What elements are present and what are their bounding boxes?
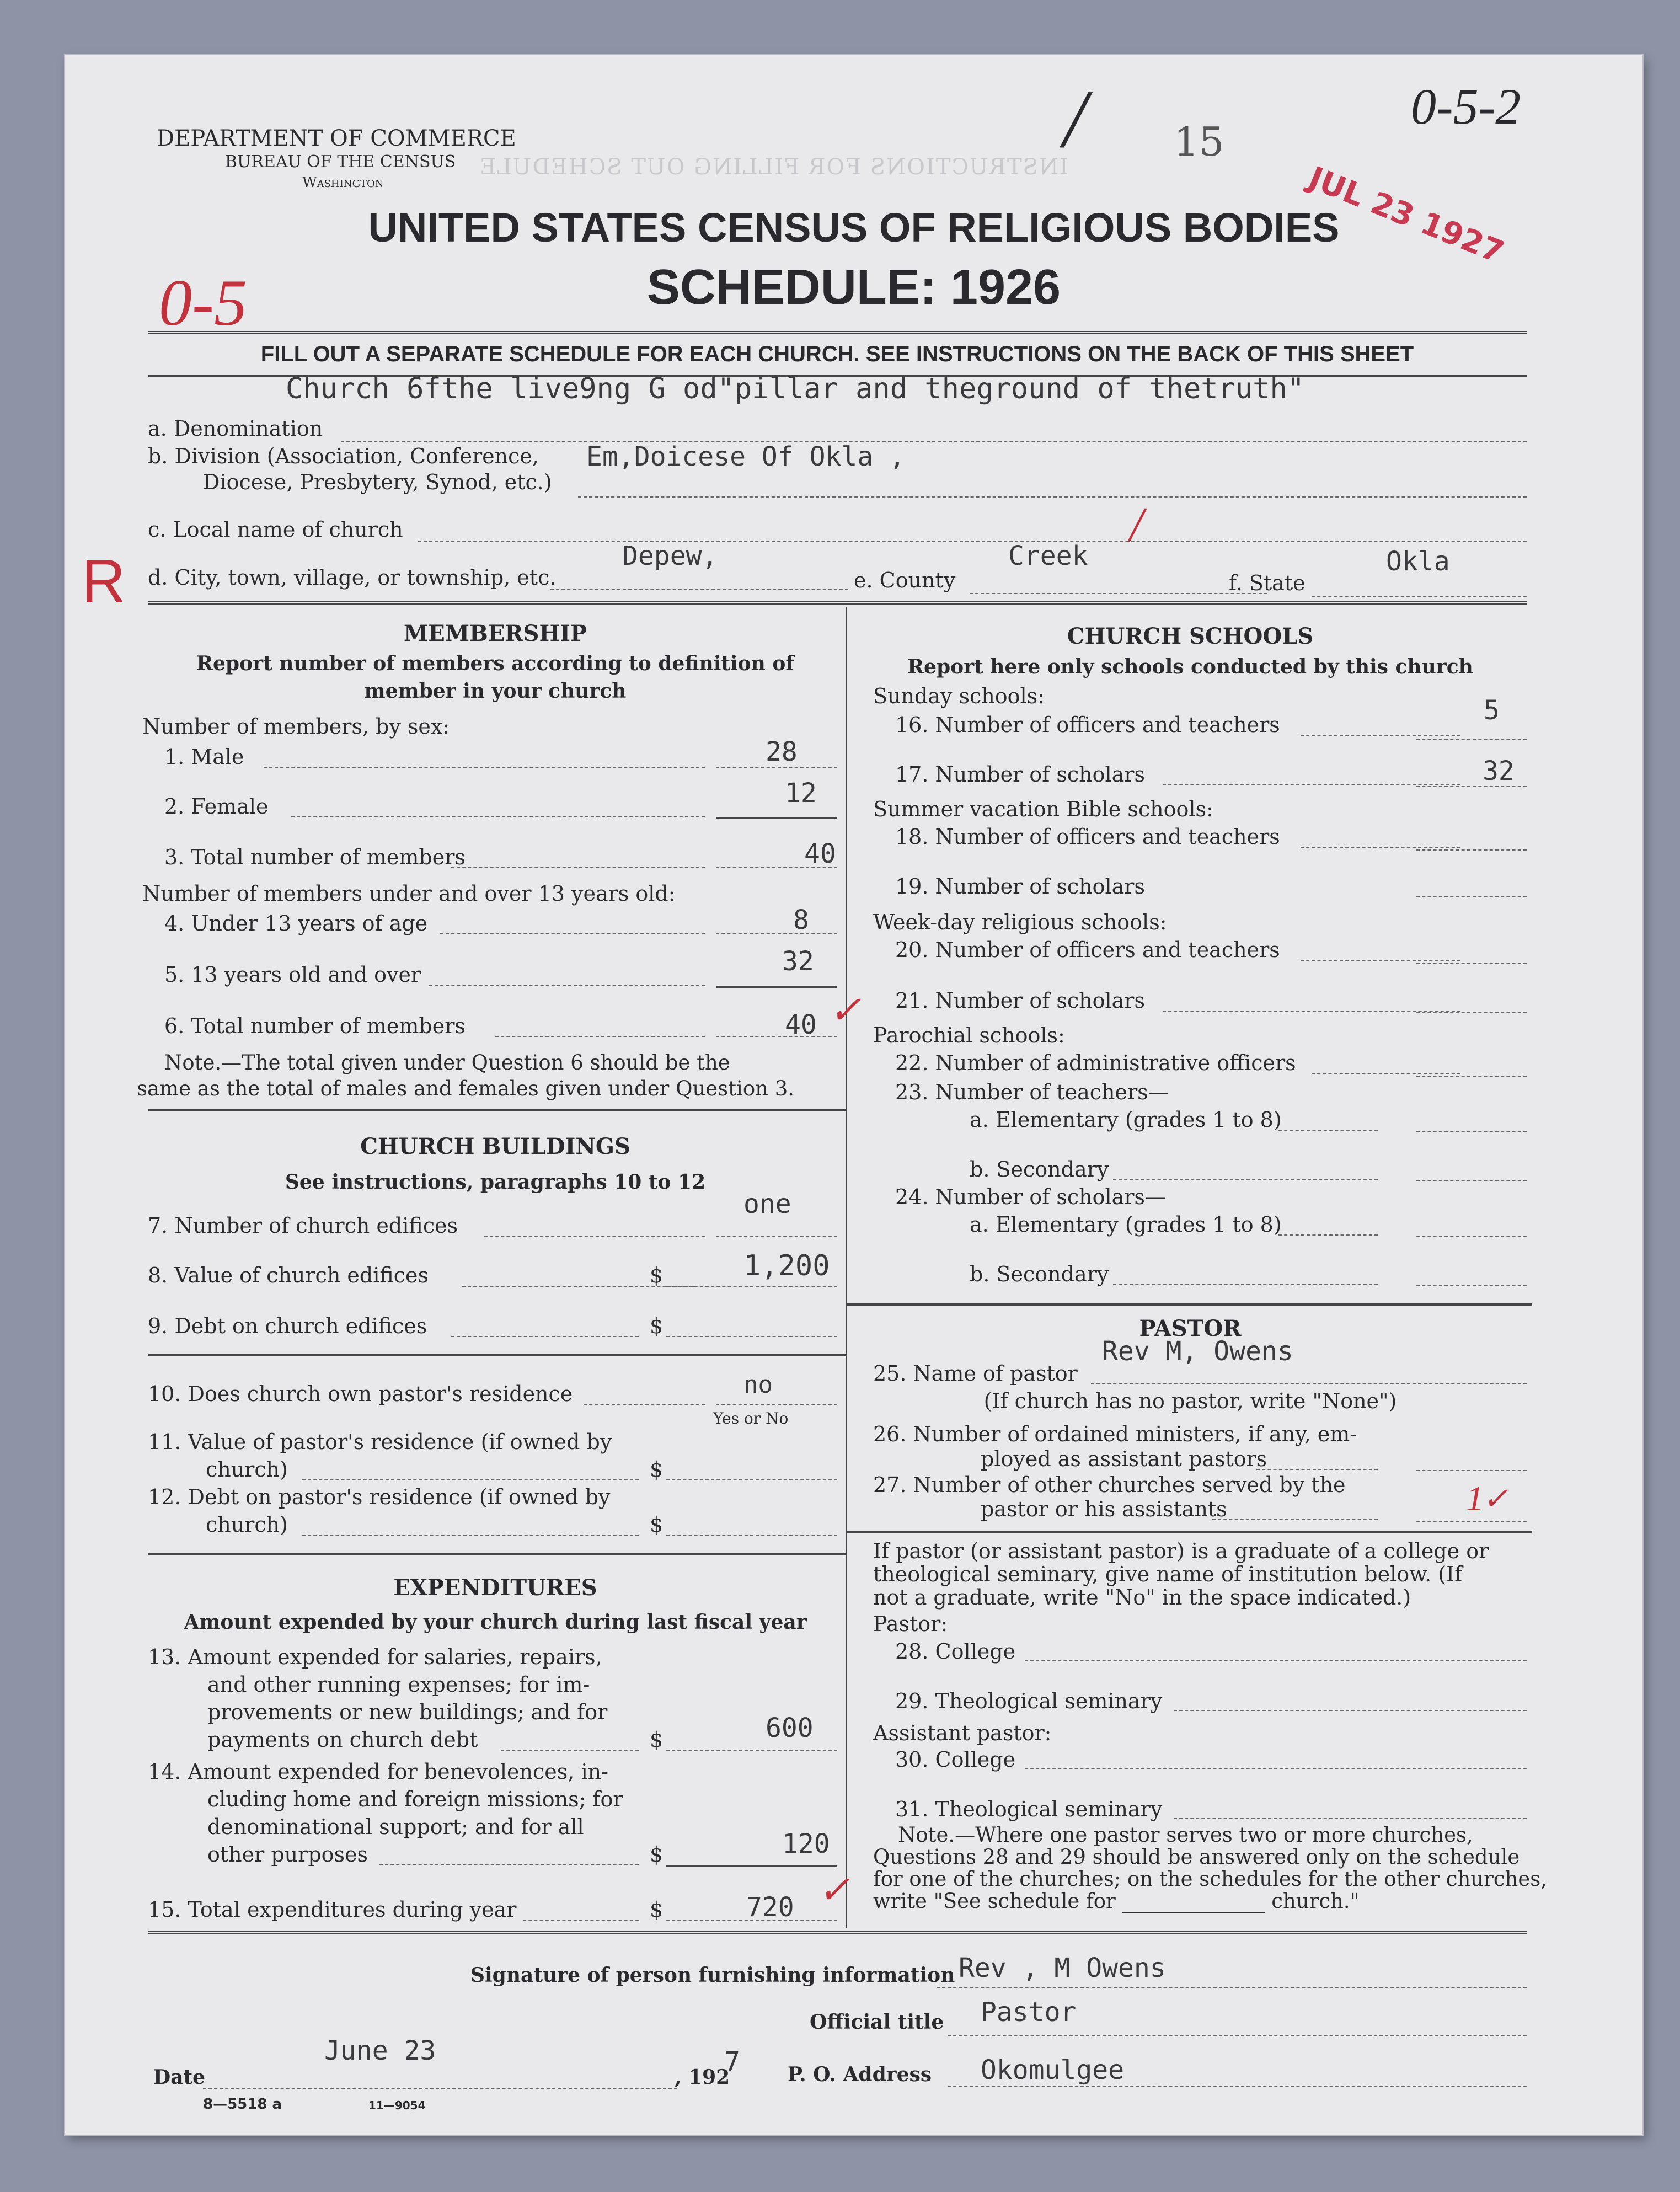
po-address-label: P. O. Address <box>788 2063 932 2086</box>
q26-label-b: ployed as assistant pastors <box>981 1447 1267 1471</box>
q22-answer-line <box>1416 1076 1527 1077</box>
q25-note: (If church has no pastor, write "None") <box>983 1389 1397 1413</box>
q3-line <box>451 867 705 868</box>
graduate-instruction-1: If pastor (or assistant pastor) is a graduate of a college or <box>873 1539 1489 1563</box>
handwritten-check-mark: / <box>1063 73 1087 165</box>
membership-note2: same as the total of males and females given under Question 3. <box>137 1077 795 1100</box>
q18-answer-line <box>1416 849 1527 851</box>
city-line <box>550 589 848 590</box>
q7-label: 7. Number of church edifices <box>148 1213 458 1238</box>
q11-label-b: church) <box>206 1457 288 1482</box>
pastor-mid-rule <box>846 1531 1532 1533</box>
county-value: Creek <box>1008 541 1088 571</box>
po-address-value: Okomulgee <box>981 2055 1125 2086</box>
q29-label: 29. Theological seminary <box>895 1689 1163 1713</box>
membership-note1: Note.—The total given under Question 6 should be the <box>164 1051 730 1074</box>
form-title: UNITED STATES CENSUS OF RELIGIOUS BODIES <box>368 205 1340 250</box>
q6-answer-line <box>716 1036 837 1037</box>
q21-line <box>1163 1011 1460 1012</box>
q6-line <box>495 1036 705 1037</box>
assistant-pastor-subhead: Assistant pastor: <box>873 1721 1052 1745</box>
q14-value: 120 <box>782 1829 830 1859</box>
weekday-schools-label: Week-day religious schools: <box>873 910 1167 934</box>
signature-value: Rev , M Owens <box>959 1953 1166 1984</box>
q27-label-a: 27. Number of other churches served by the <box>873 1473 1346 1497</box>
q1-value: 28 <box>766 736 798 767</box>
q10-line <box>584 1404 705 1405</box>
membership-sub1: Report number of members according to definition of <box>196 652 794 675</box>
division-label: b. Division (Association, Conference, <box>148 444 539 468</box>
q13-dots <box>501 1750 639 1751</box>
q30-line <box>1025 1768 1527 1769</box>
q23a-line <box>1278 1130 1378 1131</box>
membership-title: MEMBERSHIP <box>403 621 587 646</box>
official-title-line <box>948 2035 1527 2036</box>
q6-value: 40 <box>785 1009 817 1040</box>
q8-dollar: $ <box>650 1263 664 1287</box>
year-value: 7 <box>724 2046 740 2077</box>
q23b-answer-line <box>1416 1180 1527 1181</box>
q15-label: 15. Total expenditures during year <box>148 1897 517 1922</box>
q13-dollar: $ <box>650 1728 664 1752</box>
q7-value: one <box>743 1189 791 1220</box>
q17-line <box>1163 784 1460 785</box>
q13-value: 600 <box>766 1713 814 1744</box>
census-form-sheet <box>65 55 1642 2135</box>
q18-line <box>1301 847 1460 848</box>
parochial-schools-label: Parochial schools: <box>873 1023 1065 1047</box>
pastor-note-1: Note.—Where one pastor serves two or more churches, <box>898 1823 1473 1847</box>
official-title-label: Official title <box>810 2011 944 2034</box>
sunday-schools-label: Sunday schools: <box>873 684 1045 708</box>
official-title-value: Pastor <box>981 1997 1077 2028</box>
denomination-value: Church 6fthe live9ng G od"pillar and theground of thetruth" <box>286 372 1305 405</box>
body-bottom-rule <box>148 1931 1527 1934</box>
q23b-line <box>1113 1179 1378 1180</box>
q4-line <box>440 933 705 934</box>
graduate-instruction-2: theological seminary, give name of institution below. (If <box>873 1562 1463 1586</box>
q15-line <box>523 1920 639 1921</box>
division-value: Em,Doicese Of Okla , <box>586 441 905 472</box>
q14-sum-rule <box>666 1865 837 1867</box>
q13-line1: 13. Amount expended for salaries, repairs, <box>148 1645 602 1669</box>
division-line <box>578 496 1527 498</box>
q15-answer-line <box>666 1920 837 1921</box>
q26-answer-line <box>1416 1470 1527 1471</box>
division-label-line2: Diocese, Presbytery, Synod, etc.) <box>203 470 552 494</box>
red-r-mark: R <box>82 547 126 615</box>
bleed-through-text: INSTRUCTIONS FOR FILLING OUT SCHEDULE <box>479 154 1068 180</box>
state-line <box>1312 596 1527 597</box>
q21-answer-line <box>1416 1012 1527 1013</box>
column-divider <box>846 607 847 1928</box>
q7-answer-line <box>716 1236 837 1237</box>
schedule-title: SCHEDULE: 1926 <box>646 260 1061 315</box>
q18-label: 18. Number of officers and teachers <box>895 825 1280 849</box>
q5-value: 32 <box>782 946 814 977</box>
signature-line <box>937 1987 1527 1988</box>
q20-line <box>1301 960 1460 961</box>
county-check-mark: / <box>1130 498 1144 552</box>
bureau-name: BUREAU OF THE CENSUS <box>225 152 456 172</box>
q9-answer-line <box>666 1336 837 1337</box>
q24a-label: a. Elementary (grades 1 to 8) <box>970 1212 1282 1237</box>
pastor-note-3: for one of the churches; on the schedules for the other churches, <box>873 1867 1548 1891</box>
q12-label-b: church) <box>206 1512 288 1537</box>
expenditures-sub: Amount expended by your church during last fiscal year <box>184 1611 807 1634</box>
q2-sum-rule <box>716 817 837 819</box>
q12-line <box>302 1535 639 1536</box>
date-value: June 23 <box>324 2035 436 2066</box>
local-name-label: c. Local name of church <box>148 517 403 542</box>
q26-line <box>1256 1469 1378 1470</box>
q24a-line <box>1278 1234 1378 1236</box>
q1-label: 1. Male <box>164 745 244 769</box>
q28-label: 28. College <box>895 1639 1016 1664</box>
q15-dollar: $ <box>650 1897 664 1922</box>
q9-dollar: $ <box>650 1314 664 1338</box>
q12-dollar: $ <box>650 1512 664 1537</box>
q25-value: Rev M, Owens <box>1102 1336 1293 1367</box>
q2-label: 2. Female <box>164 794 269 819</box>
signature-label: Signature of person furnishing information <box>470 1964 955 1987</box>
q4-value: 8 <box>793 905 809 935</box>
fill-out-instruction: FILL OUT A SEPARATE SCHEDULE FOR EACH CHURCH. SEE INSTRUCTIONS ON THE BACK OF THIS SHEET <box>260 342 1414 366</box>
q20-label: 20. Number of officers and teachers <box>895 938 1280 962</box>
q24b-line <box>1113 1284 1378 1285</box>
members-by-sex-label: Number of members, by sex: <box>142 714 450 739</box>
header-rule <box>148 331 1527 334</box>
local-name-line <box>418 541 1527 542</box>
membership-bottom-rule <box>148 1109 846 1111</box>
q23b-label: b. Secondary <box>970 1157 1109 1181</box>
denomination-line <box>341 441 1527 442</box>
q8-value: 1,200 <box>743 1249 830 1282</box>
q15-value: 720 <box>746 1892 794 1923</box>
city-value: Depew, <box>622 541 718 571</box>
buildings-mid-rule <box>148 1354 846 1356</box>
q16-label: 16. Number of officers and teachers <box>895 713 1280 737</box>
q11-dollar: $ <box>650 1457 664 1482</box>
q16-value: 5 <box>1484 695 1500 726</box>
general-bottom-rule <box>148 601 1527 605</box>
q24b-answer-line <box>1416 1285 1527 1286</box>
q14-line3: denominational support; and for all <box>207 1815 584 1839</box>
state-value: Okla <box>1386 546 1450 577</box>
washington-label: Washington <box>302 174 384 191</box>
q4-label: 4. Under 13 years of age <box>164 911 428 935</box>
q11-answer-line <box>666 1479 837 1480</box>
q23a-label: a. Elementary (grades 1 to 8) <box>970 1108 1282 1132</box>
q15-check-mark: ✓ <box>818 1869 850 1912</box>
year-prefix: , 192 <box>675 2066 730 2089</box>
q22-line <box>1312 1073 1460 1074</box>
q13-line4: payments on church debt <box>207 1728 478 1752</box>
q8-answer-line <box>666 1286 837 1287</box>
q6-label: 6. Total number of members <box>164 1014 466 1038</box>
q1-line <box>264 767 705 768</box>
q12-label-a: 12. Debt on pastor's residence (if owned by <box>148 1485 611 1509</box>
po-address-line <box>948 2086 1527 2087</box>
q17-answer-line <box>1416 786 1527 787</box>
q17-value: 32 <box>1483 756 1515 787</box>
department-name: DEPARTMENT OF COMMERCE <box>157 126 516 151</box>
pastor-subhead: Pastor: <box>873 1612 948 1636</box>
q12-answer-line <box>666 1535 837 1536</box>
q5-line <box>429 985 705 986</box>
q27-line <box>1212 1519 1378 1520</box>
summer-schools-label: Summer vacation Bible schools: <box>873 797 1213 821</box>
q3-value: 40 <box>804 838 836 869</box>
q2-value: 12 <box>785 778 817 809</box>
q10-label: 10. Does church own pastor's residence <box>148 1382 573 1406</box>
print-number: 11—9054 <box>368 2099 426 2112</box>
expenditures-title: EXPENDITURES <box>393 1575 597 1601</box>
q10-answer-line <box>716 1404 837 1405</box>
file-code-handwritten: 0-5-2 <box>1411 78 1521 135</box>
q27-label-b: pastor or his assistants <box>981 1497 1227 1521</box>
buildings-title: CHURCH BUILDINGS <box>360 1134 630 1159</box>
q3-answer-line <box>716 867 837 868</box>
q7-line <box>484 1236 705 1237</box>
schools-bottom-rule <box>846 1303 1532 1306</box>
q30-label: 30. College <box>895 1747 1016 1772</box>
q14-line2: cluding home and foreign missions; for <box>207 1787 623 1811</box>
date-label: Date <box>153 2066 206 2089</box>
q16-line <box>1301 735 1460 736</box>
q31-label: 31. Theological seminary <box>895 1797 1163 1821</box>
q10-value: no <box>743 1371 773 1399</box>
state-label: f. State <box>1229 571 1306 595</box>
form-number: 8—5518 a <box>203 2096 282 2113</box>
q29-line <box>1174 1710 1527 1711</box>
q27-check-mark: ✓ <box>1483 1482 1508 1516</box>
red-code-handwritten: 0-5 <box>159 266 247 339</box>
pastor-title: PASTOR <box>1139 1316 1242 1341</box>
denomination-label: a. Denomination <box>148 416 323 441</box>
q23a-answer-line <box>1416 1131 1527 1132</box>
q5-label: 5. 13 years old and over <box>164 963 421 987</box>
q24-label: 24. Number of scholars— <box>895 1185 1166 1209</box>
q4-answer-line <box>716 933 837 934</box>
q9-line <box>451 1336 639 1337</box>
schools-title: CHURCH SCHOOLS <box>1067 623 1314 649</box>
q16-answer-line <box>1416 739 1527 740</box>
city-label: d. City, town, village, or township, etc. <box>148 565 557 590</box>
q27-value: 1 <box>1466 1479 1484 1518</box>
graduate-instruction-3: not a graduate, write "No" in the space indicated.) <box>873 1585 1411 1610</box>
q28-line <box>1025 1660 1527 1661</box>
q11-line <box>302 1479 639 1480</box>
q13-answer-line <box>666 1750 837 1751</box>
q25-label: 25. Name of pastor <box>873 1361 1078 1386</box>
q11-label-a: 11. Value of pastor's residence (if owned by <box>148 1430 612 1454</box>
q17-label: 17. Number of scholars <box>895 762 1145 787</box>
county-line <box>970 593 1267 594</box>
q24b-label: b. Secondary <box>970 1262 1109 1286</box>
membership-sub2: member in your church <box>364 680 627 703</box>
q14-line1: 14. Amount expended for benevolences, in- <box>148 1760 608 1784</box>
pastor-note-2: Questions 28 and 29 should be answered only on the schedule <box>873 1845 1520 1869</box>
q14-line4: other purposes <box>207 1842 368 1867</box>
county-label: e. County <box>854 568 956 592</box>
q27-answer-line <box>1416 1521 1527 1522</box>
q19-answer-line <box>1416 896 1527 897</box>
q5-sum-rule <box>716 986 837 988</box>
page-number: 15 <box>1174 119 1224 165</box>
age-label: Number of members under and over 13 years old: <box>142 881 676 906</box>
q3-label: 3. Total number of members <box>164 845 466 869</box>
received-date-stamp: JUL 23 1927 <box>1303 160 1509 271</box>
buildings-bottom-rule <box>148 1553 846 1555</box>
schools-sub: Report here only schools conducted by this church <box>907 655 1473 678</box>
q31-line <box>1174 1818 1527 1819</box>
q1-answer-line <box>716 767 837 768</box>
q8-label: 8. Value of church edifices <box>148 1263 429 1287</box>
q22-label: 22. Number of administrative officers <box>895 1051 1296 1075</box>
q6-check-mark: ✓ <box>829 990 862 1032</box>
q25-line <box>1091 1383 1527 1384</box>
q19-label: 19. Number of scholars <box>895 874 1145 899</box>
q21-label: 21. Number of scholars <box>895 988 1145 1013</box>
q14-dots <box>379 1864 639 1865</box>
q13-line2: and other running expenses; for im- <box>207 1672 590 1697</box>
pastor-note-4: write "See schedule for ______________ church." <box>873 1889 1360 1913</box>
q14-dollar: $ <box>650 1842 664 1867</box>
q24a-answer-line <box>1416 1236 1527 1237</box>
q23-label: 23. Number of teachers— <box>895 1080 1169 1104</box>
q2-line <box>291 816 705 817</box>
q20-answer-line <box>1416 963 1527 964</box>
date-line <box>203 2088 677 2089</box>
q26-label-a: 26. Number of ordained ministers, if any, em- <box>873 1422 1357 1446</box>
q13-line3: provements or new buildings; and for <box>207 1700 608 1724</box>
q10-yes-no-hint: Yes or No <box>713 1409 789 1428</box>
buildings-sub: See instructions, paragraphs 10 to 12 <box>285 1170 706 1194</box>
q9-label: 9. Debt on church edifices <box>148 1314 427 1338</box>
